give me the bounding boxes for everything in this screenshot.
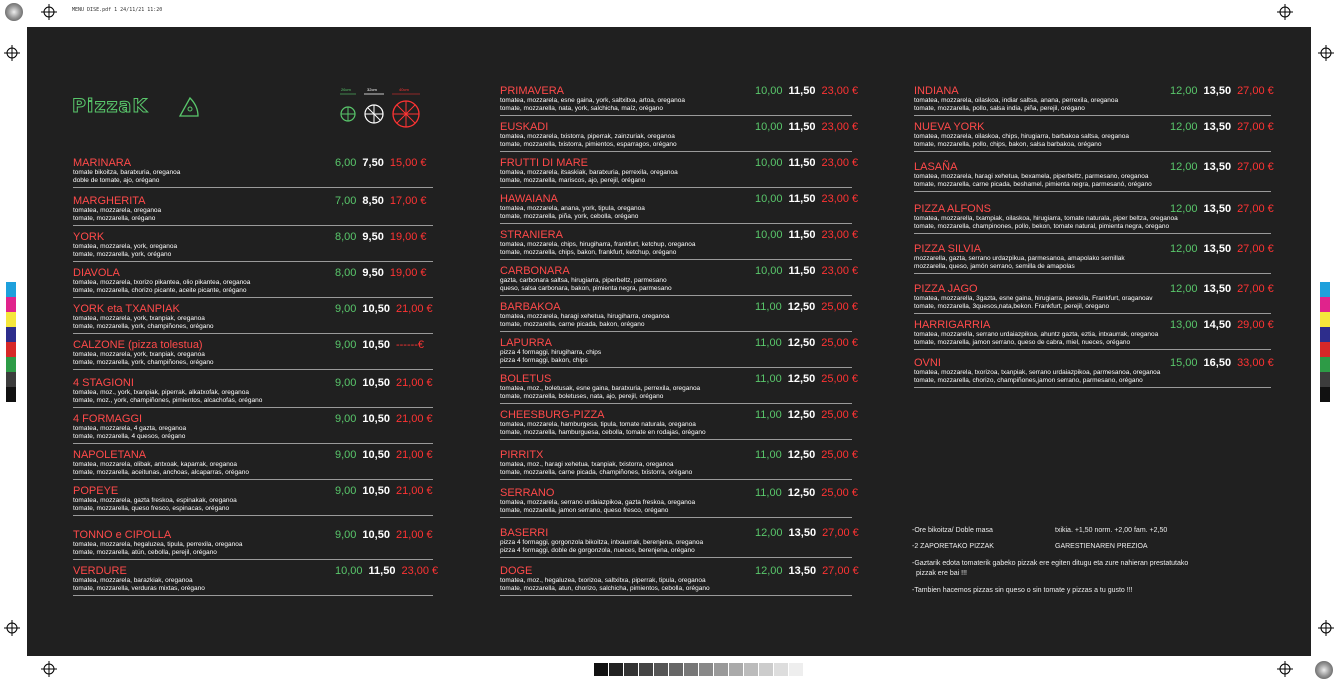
menu-item <box>500 449 858 480</box>
price-small: 9,00 <box>335 377 357 389</box>
grayscale-bar <box>594 663 804 676</box>
price-large: 21,00 € <box>395 485 433 497</box>
item-description: tomate, mozzarella, carne picada, champiñones, txistorra, orégano <box>500 469 693 476</box>
price-medium: 13,50 <box>1203 85 1232 97</box>
item-description: tomate, mozzarella, boletuses, nata, ajo, perejil, orégano <box>500 393 664 400</box>
price-small: 12,00 <box>1170 243 1198 255</box>
price-small: 11,00 <box>755 409 782 421</box>
item-description: tomate, mozzarella, orégano <box>73 215 156 222</box>
item-description: tomatea, mozzarela, oreganoa <box>73 207 162 214</box>
price-small: 10,00 <box>335 565 363 577</box>
print-register-dot-bottom-right <box>1315 661 1333 679</box>
price-medium: 8,50 <box>362 195 384 207</box>
menu-item <box>500 193 859 224</box>
item-description: tomate, mozzarella, carne picada, bakon, orégano <box>500 321 645 328</box>
price-small: 12,00 <box>1170 283 1198 295</box>
item-description: tomate bikoitza, baratxuria, oreganoa <box>73 169 181 176</box>
item-name: PIZZA ALFONS <box>914 203 992 215</box>
item-description: tomatea, mozzarella, 3gazta, esne gaina, hirugiarra, perexila, Frankfurt, oraganoav <box>914 295 1153 302</box>
item-name: 4 FORMAGGI <box>73 413 143 425</box>
price-medium: 13,50 <box>788 565 817 577</box>
item-name: CARBONARA <box>500 265 570 277</box>
price-large: 23,00 € <box>401 565 439 577</box>
price-small: 13,00 <box>1170 319 1198 331</box>
price-small: 10,00 <box>755 265 783 277</box>
color-bar-left <box>6 282 16 402</box>
menu-item <box>500 85 859 116</box>
item-description: tomatea, mozzarela, txorizo pikantea, olio pikantea, oreganoa <box>73 279 251 286</box>
print-file-info: MENU DISE.pdf 1 24/11/21 11:20 <box>72 7 163 13</box>
item-description: tomate, mozzarella, atún, cebolla, perejil, orégano <box>73 549 217 556</box>
item-description: pizza 4 formaggi, hirugiharra, chips <box>500 349 602 356</box>
color-bar-right <box>1320 282 1330 402</box>
price-large: 15,00 € <box>389 157 427 169</box>
item-description: doble de tomate, ajo, orégano <box>73 177 160 184</box>
price-large: 27,00 € <box>822 527 859 539</box>
price-medium: 12,50 <box>787 449 816 461</box>
price-medium: 11,50 <box>788 121 816 133</box>
item-description: tomatea, mozzarela, 4 gazta, oreganoa <box>73 425 187 432</box>
custom-pizza-note-eu: -Gaztarik edota tomaterik gabeko pizzak ere egiten ditugu eta zure nahieran prestatutako <box>912 560 1189 567</box>
item-description: tomate, mozzarella, york, champiñones, orégano <box>73 359 214 366</box>
menu-item <box>500 229 859 260</box>
price-medium: 11,50 <box>788 85 816 97</box>
logo: PizzaK <box>72 95 149 117</box>
price-large: 21,00 € <box>395 303 433 315</box>
price-large: 27,00 € <box>1237 161 1274 173</box>
price-small: 9,00 <box>335 485 357 497</box>
item-description: pizza 4 formaggi, doble de gorgonzola, nueces, berenjena, orégano <box>500 547 695 554</box>
item-name: INDIANA <box>914 85 959 97</box>
price-small: 7,00 <box>335 195 357 207</box>
item-name: NUEVA YORK <box>914 121 985 133</box>
item-name: TONNO e CIPOLLA <box>73 529 172 541</box>
item-description: tomatea, mozzarela, olibak, antxoak, kaparrak, oreganoa <box>73 461 238 468</box>
price-medium: 12,50 <box>787 337 816 349</box>
menu-item <box>73 378 433 408</box>
price-small: 9,00 <box>335 413 357 425</box>
item-description: tomate, mozzarella, carne picada, beshamel, pimienta negra, parmesanó, orégano <box>914 181 1152 188</box>
item-name: PIZZA SILVIA <box>914 243 982 255</box>
item-description: tomate, mozzarella, jamon serrano, queso fresco, orégano <box>500 507 669 514</box>
price-medium: 7,50 <box>362 157 384 169</box>
price-large: 25,00 € <box>821 409 858 421</box>
crosshair-icon <box>1318 45 1334 61</box>
item-description: tomatea, mozzarela, esne gaina, york, saltxitxa, artoa, oreganoa <box>500 97 685 104</box>
item-description: tomate, mozzarella, queso fresco, espinacas, orégano <box>73 505 230 512</box>
price-small: 10,00 <box>755 121 783 133</box>
crosshair-icon <box>4 45 20 61</box>
item-description: tomate, mozzarella, chorizo, champiñones,jamon serrano, parmesano, orégano <box>914 377 1143 384</box>
custom-pizza-note-eu-2: pizzak ere bai !!! <box>916 570 967 577</box>
menu-item <box>500 409 858 440</box>
price-large: 19,00 € <box>389 267 427 279</box>
item-description: tomate, mozzarella, atun, chorizo, salchicha, pimientos, cebolla, orégano <box>500 585 710 592</box>
price-small: 10,00 <box>755 229 783 241</box>
item-name: CALZONE (pizza tolestua) <box>73 339 203 351</box>
menu-item <box>914 283 1274 314</box>
price-small: 10,00 <box>755 157 783 169</box>
item-name: HAWAIANA <box>500 193 558 205</box>
price-small: 12,00 <box>1170 203 1198 215</box>
price-small: 12,00 <box>755 565 783 577</box>
item-name: MARGHERITA <box>73 195 146 207</box>
item-description: tomate, mozzarella, nata, york, salchicha, maíz, orégano <box>500 105 663 112</box>
price-medium: 10,50 <box>362 339 390 351</box>
price-small: 11,00 <box>755 301 782 313</box>
item-description: tomate, mozzarella, york, orégano <box>73 251 172 258</box>
price-small: 6,00 <box>335 157 357 169</box>
item-description: tomatea, mozzarela, txorizoa, txanpiak, serrano urdaiazpikoa, parmesanoa, oreganoa <box>914 369 1161 376</box>
item-name: FRUTTI DI MARE <box>500 157 588 169</box>
price-large: 23,00 € <box>821 265 859 277</box>
price-small: 11,00 <box>755 487 782 499</box>
price-medium: 10,50 <box>362 485 390 497</box>
item-name: HARRIGARRIA <box>914 319 991 331</box>
menu-item <box>500 157 859 188</box>
menu-item <box>73 486 433 516</box>
item-description: tomate, mozzarella, chips, bakon, frankfurt, ketchup, orégano <box>500 249 677 256</box>
price-large: 27,00 € <box>822 565 859 577</box>
item-description: tomatea, mozzarela, york, txanpiak, oreganoa <box>73 315 205 322</box>
two-flavours-note: -2 ZAPORETAKO PIZZAK <box>912 543 994 550</box>
price-small: 10,00 <box>755 193 783 205</box>
price-medium: 13,50 <box>1203 243 1232 255</box>
price-medium: 10,50 <box>362 449 390 461</box>
print-register-dot-top-left <box>5 3 23 21</box>
price-large: 23,00 € <box>821 157 859 169</box>
price-medium: 11,50 <box>788 265 816 277</box>
price-medium: 12,50 <box>787 409 816 421</box>
item-name: PIZZA JAGO <box>914 283 978 295</box>
item-name: NAPOLETANA <box>73 449 147 461</box>
price-large: 23,00 € <box>821 85 859 97</box>
item-name: DOGE <box>500 565 533 577</box>
price-large: 25,00 € <box>821 373 858 385</box>
item-name: POPEYE <box>73 485 119 497</box>
price-medium: 10,50 <box>362 303 390 315</box>
item-name: EUSKADI <box>500 121 549 133</box>
item-description: tomate, mozzarella, pollo, chips, bakon, salsa barbakoa, orégano <box>914 141 1102 148</box>
item-name: LASAÑA <box>914 161 958 173</box>
item-description: tomatea, mozzarella, txampiak, oilaskoa, hirugiarra, tomate naturala, piper beltza, oreganoa <box>914 215 1178 222</box>
price-large: 27,00 € <box>1237 203 1274 215</box>
item-description: tomatea, mozzarella, serrano urdaiazpikoa, ahuntz gazta, eztia, intxaurrak, oreganoa <box>914 331 1159 338</box>
price-medium: 13,50 <box>1203 283 1232 295</box>
price-small: 11,00 <box>755 449 782 461</box>
menu-item <box>73 304 433 334</box>
price-small: 12,00 <box>1170 161 1198 173</box>
crosshair-icon <box>41 661 57 677</box>
item-name: OVNI <box>914 357 941 369</box>
price-medium: 13,50 <box>1203 203 1232 215</box>
price-medium: 10,50 <box>362 529 390 541</box>
item-description: tomatea, mozzarela, haragi xehetua, hirugiharra, oreganoa <box>500 313 670 320</box>
price-medium: 13,50 <box>1203 121 1232 133</box>
item-description: tomatea, mozzarela, anana, york, tipula, oreganoa <box>500 205 645 212</box>
item-name: BARBAKOA <box>500 301 561 313</box>
item-description: tomatea, mozzarela, itsaskiak, baratxuria, perrexila, oreganoa <box>500 169 678 176</box>
item-description: tomatea, mozzarela, york, oreganoa <box>73 243 178 250</box>
price-small: 11,00 <box>755 373 782 385</box>
item-description: pizza 4 formaggi, gorgonzola bikoitza, intxaurrak, berenjena, oreganoa <box>500 539 704 546</box>
menu-item <box>914 243 1274 274</box>
price-large: 19,00 € <box>389 231 427 243</box>
item-description: mozzarella, queso, jamón serrano, semilla de amapolas <box>914 263 1075 270</box>
item-description: tomatea, moz., haragi xehetua, txanpiak, txistorra, oreganoa <box>500 461 674 468</box>
price-large: ------€ <box>395 339 425 351</box>
item-name: CHEESBURG-PIZZA <box>500 409 605 421</box>
item-description: tomatea, mozzarela, haragi xehetua, bexamela, piperbeltz, parmesano, oreganoa <box>914 173 1149 180</box>
menu-item <box>500 565 859 596</box>
price-medium: 11,50 <box>368 565 396 577</box>
menu-item <box>73 565 439 596</box>
item-name: YORK <box>73 231 105 243</box>
price-small: 10,00 <box>755 85 783 97</box>
item-description: queso, salsa carbonara, bakon, pimienta negra, parmesano <box>500 285 672 292</box>
item-name: DIAVOLA <box>73 267 120 279</box>
price-large: 27,00 € <box>1237 121 1274 133</box>
item-description: tomate, mozzarella, chorizo picante, aceite picante, orégano <box>73 287 247 294</box>
menu-item <box>73 340 433 370</box>
price-medium: 11,50 <box>788 229 816 241</box>
price-small: 8,00 <box>335 231 357 243</box>
item-description: tomatea, mozzarela, hegaluzea, tipula, perrexila, oreganoa <box>73 541 243 548</box>
menu-item <box>500 337 858 368</box>
menu-item <box>914 161 1274 192</box>
item-name: MARINARA <box>73 157 132 169</box>
price-large: 27,00 € <box>1237 243 1274 255</box>
item-description: tomatea, moz., hegaluzea, txorizoa, saltxitxa, piperrak, tipula, oreganoa <box>500 577 706 584</box>
item-name: 4 STAGIONI <box>73 377 134 389</box>
price-large: 25,00 € <box>821 301 858 313</box>
price-medium: 10,50 <box>362 413 390 425</box>
menu-item <box>73 450 433 480</box>
custom-pizza-note-es: -Tambien hacemos pizzas sin queso o sin tomate y pizzas a tu gusto !!! <box>912 587 1133 594</box>
item-name: PIRRITX <box>500 449 544 461</box>
item-description: tomate, moz., york, champiñones, pimientos, alcachofas, orégano <box>73 397 263 404</box>
dough-note: -Ore bikoitza/ Doble masa <box>912 527 993 534</box>
price-large: 25,00 € <box>821 449 858 461</box>
size-medium-label: 32cm <box>367 87 377 92</box>
price-medium: 10,50 <box>362 377 390 389</box>
price-medium: 11,50 <box>788 193 816 205</box>
item-description: tomate, mozzarella, pollo, salsa india, piña, perejil, orégano <box>914 105 1085 112</box>
item-description: mozzarella, gazta, serrano urdazpikua, parmesanoa, amapolako semillak <box>914 255 1125 262</box>
pizza-slice-icon <box>178 96 200 123</box>
menu-item <box>500 121 859 152</box>
item-description: tomatea, mozzarela, serrano urdaiazpikoa, gazta freskoa, oreganoa <box>500 499 696 506</box>
item-description: tomatea, mozzarela, hamburgesa, tipula, tomate naturala, oreganoa <box>500 421 696 428</box>
price-medium: 9,50 <box>362 231 384 243</box>
item-description: tomate, mozzarella, jamon serrano, queso de cabra, miel, nueces, orégano <box>914 339 1131 346</box>
item-description: tomate, mozzarella, york, champiñones, orégano <box>73 323 214 330</box>
price-small: 9,00 <box>335 529 357 541</box>
item-name: SERRANO <box>500 487 555 499</box>
item-description: tomate, mozzarella, hamburguesa, cebolla, tomate en rodajas, orégano <box>500 429 706 436</box>
menu-item <box>914 203 1274 234</box>
price-large: 25,00 € <box>821 487 858 499</box>
price-medium: 14,50 <box>1203 319 1232 331</box>
price-large: 23,00 € <box>821 229 859 241</box>
item-description: tomatea, moz., york, txanpiak, piperrak, alkatxofak, oreganoa <box>73 389 249 396</box>
menu-item <box>914 121 1274 152</box>
menu-item <box>500 301 858 332</box>
item-description: tomate, mozzarella, 4 quesos, orégano <box>73 433 186 440</box>
item-description: tomate, mozzarella, piña, york, cebolla, orégano <box>500 213 639 220</box>
price-large: 27,00 € <box>1237 85 1274 97</box>
item-name: PRIMAVERA <box>500 85 564 97</box>
price-large: 33,00 € <box>1237 357 1274 369</box>
item-name: LAPURRA <box>500 337 552 349</box>
price-small: 12,00 <box>755 527 783 539</box>
price-small: 8,00 <box>335 267 357 279</box>
price-medium: 12,50 <box>787 487 816 499</box>
size-small-label: 26cm <box>341 87 351 92</box>
item-description: tomate, mozzarella, verduras mixtas, orégano <box>73 585 205 592</box>
item-description: pizza 4 formaggi, bakon, chips <box>500 357 588 364</box>
crosshair-icon <box>1318 620 1334 636</box>
price-large: 21,00 € <box>395 529 433 541</box>
price-medium: 13,50 <box>1203 161 1232 173</box>
size-large-label: 40cm <box>399 87 409 92</box>
price-large: 17,00 € <box>389 195 427 207</box>
crosshair-icon <box>41 4 57 20</box>
menu-item <box>500 265 859 296</box>
price-medium: 11,50 <box>788 157 816 169</box>
price-small: 9,00 <box>335 449 357 461</box>
menu-item <box>73 232 433 262</box>
dough-prices: txikia. +1,50 norm. +2,00 fam. +2,50 <box>1055 527 1168 534</box>
price-large: 27,00 € <box>1237 283 1274 295</box>
item-description: tomatea, mozzarela, oilaskoa, indiar saltsa, anana, perrexila, oreganoa <box>914 97 1119 104</box>
item-description: tomatea, mozzarela, barazkiak, oreganoa <box>73 577 193 584</box>
item-description: tomatea, mozzarela, gazta freskoa, espinakak, oreganoa <box>73 497 237 504</box>
item-description: tomate, mozzarella, aceitunas, anchoas, alcaparras, orégano <box>73 469 249 476</box>
menu-item <box>500 373 858 404</box>
price-large: 23,00 € <box>821 121 859 133</box>
price-medium: 13,50 <box>788 527 817 539</box>
price-small: 12,00 <box>1170 121 1198 133</box>
menu-item <box>914 357 1274 388</box>
price-large: 23,00 € <box>821 193 859 205</box>
price-small: 12,00 <box>1170 85 1198 97</box>
item-description: tomatea, mozzarela, txistorra, piperrak, zainzuriak, oreganoa <box>500 133 675 140</box>
menu-item <box>914 319 1274 350</box>
item-name: YORK eta TXANPIAK <box>73 303 180 315</box>
menu-item <box>500 527 859 558</box>
item-name: STRANIERA <box>500 229 563 241</box>
price-large: 21,00 € <box>395 377 433 389</box>
item-description: tomatea, moz., boletusak, esne gaina, baratxuria, perrexila, oreganoa <box>500 385 701 392</box>
menu-item <box>500 487 858 518</box>
price-large: 29,00 € <box>1237 319 1274 331</box>
item-description: tomate, mozzarella, 3quesos,nata,bekon. Frankfurt, perejil, oregano <box>914 303 1110 310</box>
price-medium: 16,50 <box>1203 357 1232 369</box>
price-medium: 12,50 <box>787 373 816 385</box>
price-small: 9,00 <box>335 339 357 351</box>
price-medium: 9,50 <box>362 267 384 279</box>
item-description: gazta, carbonara saltsa, hirugiarra, piperbeltz, parmesano <box>500 277 667 284</box>
crosshair-icon <box>4 620 20 636</box>
item-name: BOLETUS <box>500 373 552 385</box>
menu-item <box>73 414 433 444</box>
price-small: 11,00 <box>755 337 782 349</box>
item-name: VERDURE <box>73 565 127 577</box>
crosshair-icon <box>1277 661 1293 677</box>
item-description: tomatea, mozzarela, oilaskoa, chips, hirugiarra, barbakoa saltsa, oreganoa <box>914 133 1129 140</box>
item-description: tomate, mozzarella, txistorra, pimientos, esparragos, orégano <box>500 141 677 148</box>
price-large: 25,00 € <box>821 337 858 349</box>
price-small: 9,00 <box>335 303 357 315</box>
menu-item <box>73 268 433 298</box>
price-small: 15,00 <box>1170 357 1198 369</box>
item-description: tomate, mozzarella, mariscos, ajo, perejil, orégano <box>500 177 646 184</box>
two-flavours-price-note: GARESTIENAREN PREZIOA <box>1055 543 1148 550</box>
item-name: BASERRI <box>500 527 549 539</box>
menu-item <box>914 85 1274 116</box>
price-large: 21,00 € <box>395 413 433 425</box>
item-description: tomatea, mozzarela, york, txanpiak, oreganoa <box>73 351 205 358</box>
menu-item <box>73 530 433 560</box>
menu-item <box>73 196 433 226</box>
item-description: tomatea, mozzarela, chips, hirugiharra, frankfurt, ketchup, oreganoa <box>500 241 696 248</box>
crosshair-icon <box>1277 4 1293 20</box>
menu-item <box>73 158 433 188</box>
price-large: 21,00 € <box>395 449 433 461</box>
item-description: tomate, mozzarella, champinones, pollo, bekon, tomate natural, pimienta negra, oregano <box>914 223 1170 230</box>
price-medium: 12,50 <box>787 301 816 313</box>
